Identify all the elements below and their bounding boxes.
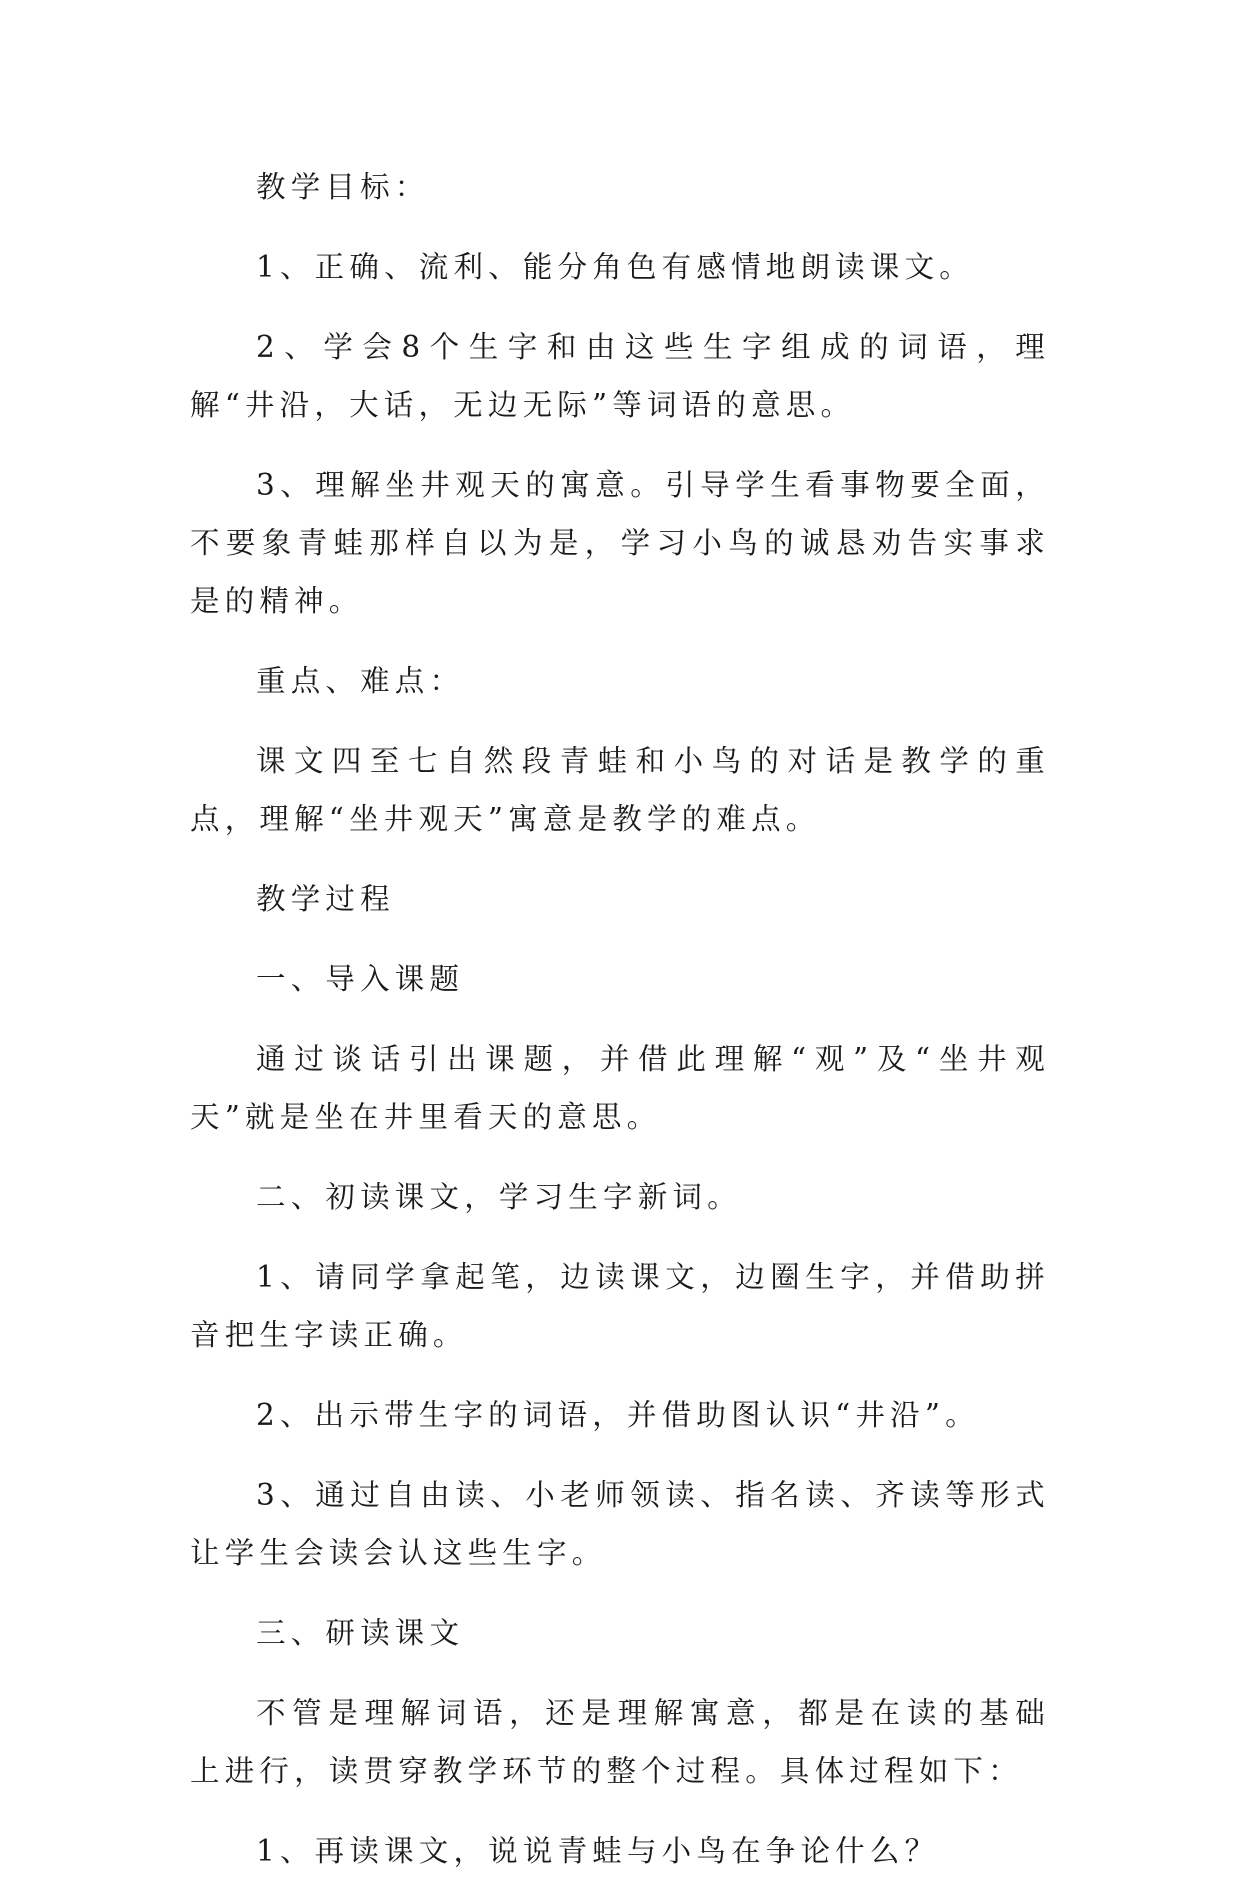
heading-teaching-process: 教学过程	[256, 882, 395, 916]
section-1-text: 通过谈话引出课题，并借此理解“观”及“坐井观天”就是坐在井里看天的意思。	[190, 1042, 1050, 1134]
section-heading-3: 三、研读课文	[256, 1616, 465, 1650]
document-page	[190, 158, 1050, 1902]
section-2-item-2: 2、出示带生字的词语，并借助图认识“井沿”。	[256, 1398, 980, 1432]
goal-item-1: 1、正确、流利、能分角色有感情地朗读课文。	[256, 250, 974, 284]
goal-item-2: 2、学会8个生字和由这些生字组成的词语，理解“井沿，大话，无边无际”等词语的意思。	[190, 330, 1050, 422]
heading-teaching-goals: 教学目标：	[256, 170, 430, 204]
section-heading-2: 二、初读课文，学习生字新词。	[256, 1180, 742, 1214]
heading-key-points: 重点、难点：	[256, 664, 465, 698]
section-2-item-3: 3、通过自由读、小老师领读、指名读、齐读等形式让学生会读会认这些生字。	[190, 1478, 1050, 1570]
section-3-text: 不管是理解词语，还是理解寓意，都是在读的基础上进行，读贯穿教学环节的整个过程。具体过程如下：	[190, 1696, 1050, 1788]
goal-item-3: 3、理解坐井观天的寓意。引导学生看事物要全面，不要象青蛙那样自以为是，学习小鸟的诚恳劝告实事求是的精神。	[190, 468, 1050, 618]
section-3-item-1: 1、再读课文，说说青蛙与小鸟在争论什么？	[256, 1834, 940, 1868]
section-heading-1: 一、导入课题	[256, 962, 465, 996]
key-points-text: 课文四至七自然段青蛙和小鸟的对话是教学的重点，理解“坐井观天”寓意是教学的难点。	[190, 744, 1050, 836]
section-2-item-1: 1、请同学拿起笔，边读课文，边圈生字，并借助拼音把生字读正确。	[190, 1260, 1050, 1352]
